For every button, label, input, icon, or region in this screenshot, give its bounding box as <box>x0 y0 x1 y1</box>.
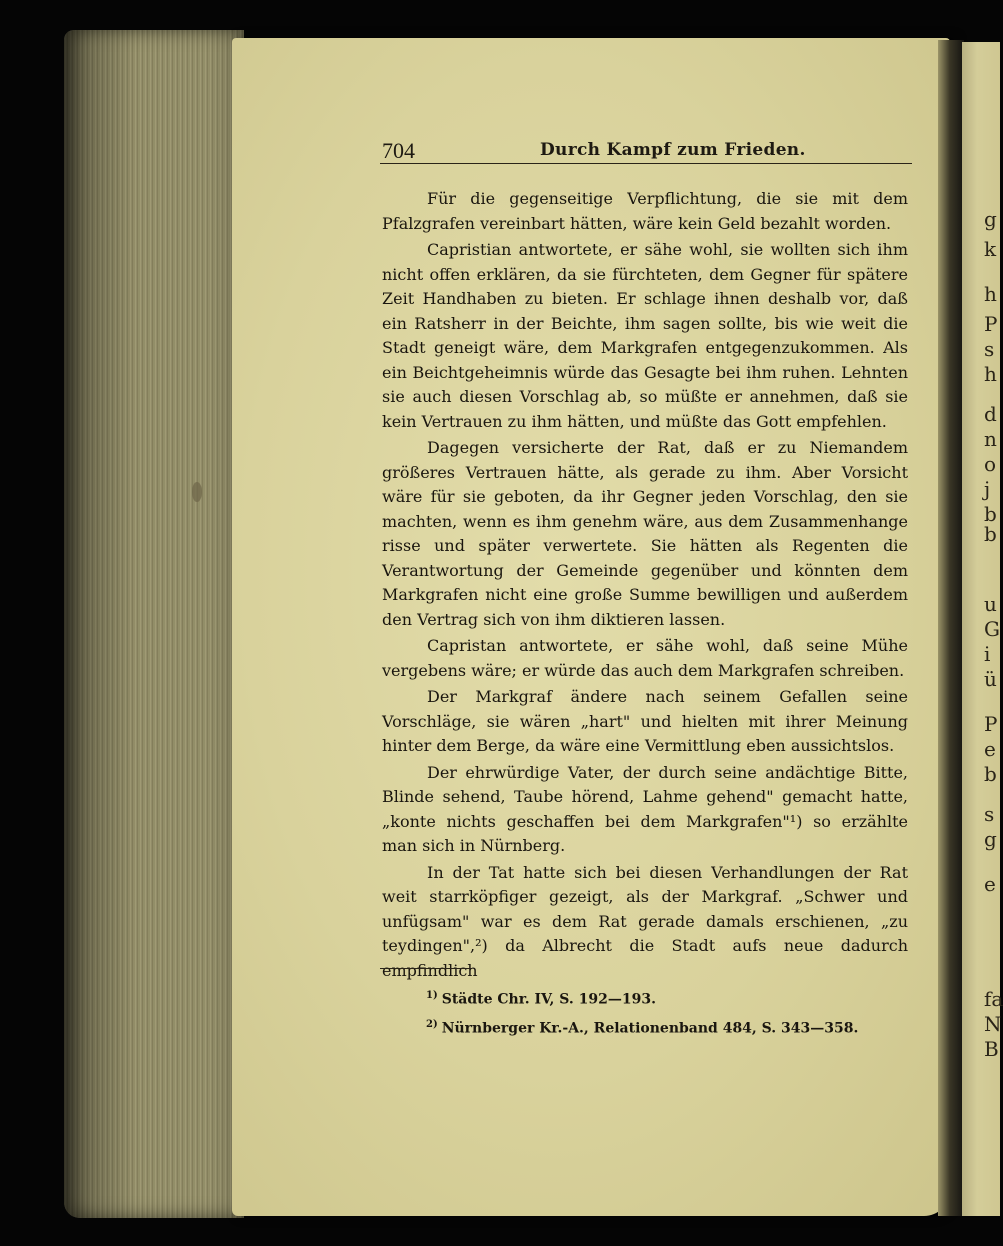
body-text <box>382 187 908 983</box>
next-page-fragment: ü <box>984 667 997 691</box>
paragraph: Capristian antwortete, er sähe wohl, sie wollten sich ihm nicht offen erklären, da sie fürchteten, dem Gegner für spätere Zeit Handhaben zu bieten. Er schlage ihnen deshalb vor, daß ein Ratsherr in der Beichte, ihm sagen sollte, bis wie weit die Stadt geneigt wäre, dem Markgrafen entgegenzukommen. Als ein Beichtgeheimnis würde das Gesagte bei ihm ruhen. Lehnten sie auch diesen Vorschlag ab, so müßte er annehmen, daß sie kein Vertrauen zu ihm hätten, und müßte das Gott empfehlen. <box>382 240 908 431</box>
paragraph: Der Markgraf ändere nach seinem Gefallen seine Vorschläge, sie wären „hart" und hielten mit ihrer Meinung hinter dem Berge, da wäre eine Vermittlung eben aussichtslos. <box>382 687 908 755</box>
next-page-fragment: d <box>984 402 997 426</box>
book-gutter <box>938 40 964 1216</box>
paragraph: Capristan antwortete, er sähe wohl, daß seine Mühe vergebens wäre; er würde das auch dem Markgrafen schreiben. <box>382 636 908 680</box>
next-page-fragment: fa <box>984 987 1003 1011</box>
next-page-fragment: G <box>984 617 1000 641</box>
footnote-2 <box>426 1019 858 1037</box>
next-page-sliver <box>962 42 1003 1216</box>
paragraph: Dagegen versicherte der Rat, daß er zu Niemandem größeres Vertrauen hätte, als gerade zu ihm. Aber Vorsicht wäre für sie geboten, da ihr Gegner jeden Vorschlag, den sie machten, wenn es ihm genehm wäre, aus dem Zusammenhange risse und später verwertete. Sie hätten als Regenten die Verantwortung der Gemeinde gegenüber und könnten dem Markgrafen nicht eine große Summe bewilligen und außerdem den Vertrag sich von ihm diktieren lassen. <box>382 438 908 629</box>
next-page-fragment: e <box>984 872 996 896</box>
footnote-rule <box>380 968 472 969</box>
footnote-mark: 1) <box>426 990 438 1001</box>
running-head: Durch Kampf zum Frieden. <box>540 140 806 160</box>
paragraph: Der ehrwürdige Vater, der durch seine andächtige Bitte, Blinde sehend, Taube hörend, Lahme gehend" gemacht hatte, „konte nichts geschaffen bei dem Markgrafen"¹) so erzählte man sich in Nürnberg. <box>382 762 908 855</box>
next-page-fragment: e <box>984 737 996 761</box>
next-page-fragment: u <box>984 592 997 616</box>
next-page-fragment: h <box>984 282 997 306</box>
next-page-fragment: s <box>984 802 995 826</box>
next-page-fragment: N <box>984 1012 1002 1036</box>
header-rule <box>380 163 912 164</box>
next-page-fragment: b <box>984 502 997 526</box>
next-page-fragment: j <box>984 477 991 501</box>
next-page-fragment: g <box>984 207 997 231</box>
page-number: 704 <box>382 138 415 163</box>
footnote-text: Städte Chr. IV, S. 192—193. <box>441 991 656 1008</box>
footnote-mark: 2) <box>426 1019 438 1030</box>
paragraph: In der Tat hatte sich bei diesen Verhandlungen der Rat weit starrköpfiger gezeigt, als der Markgraf. „Schwer und unfügsam" war es dem Rat gerade damals erschienen, „zu teydingen",²) da Albrecht die Stadt aufs neue dadurch empfindlich <box>382 862 908 980</box>
next-page-fragment: b <box>984 762 997 786</box>
next-page-fragment: s <box>984 337 995 361</box>
footnote-1 <box>426 990 656 1008</box>
next-page-fragment: k <box>984 237 997 261</box>
left-page-edges <box>64 30 244 1218</box>
next-page-fragment: h <box>984 362 997 386</box>
paragraph: Für die gegenseitige Verpflichtung, die sie mit dem Pfalzgrafen vereinbart hätten, wäre kein Geld bezahlt worden. <box>382 189 908 233</box>
next-page-fragment: P <box>984 712 998 736</box>
footnote-text: Nürnberger Kr.-A., Relationenband 484, S. 343—358. <box>441 1020 859 1037</box>
next-page-fragment: g <box>984 827 997 851</box>
next-page-fragment: i <box>984 642 991 666</box>
next-page-fragment: n <box>984 427 997 451</box>
next-page-fragment: o <box>984 452 997 476</box>
page-edge-mark <box>192 482 202 502</box>
next-page-fragment: b <box>984 522 997 546</box>
next-page-fragment: P <box>984 312 998 336</box>
next-page-fragment: B <box>984 1037 999 1061</box>
